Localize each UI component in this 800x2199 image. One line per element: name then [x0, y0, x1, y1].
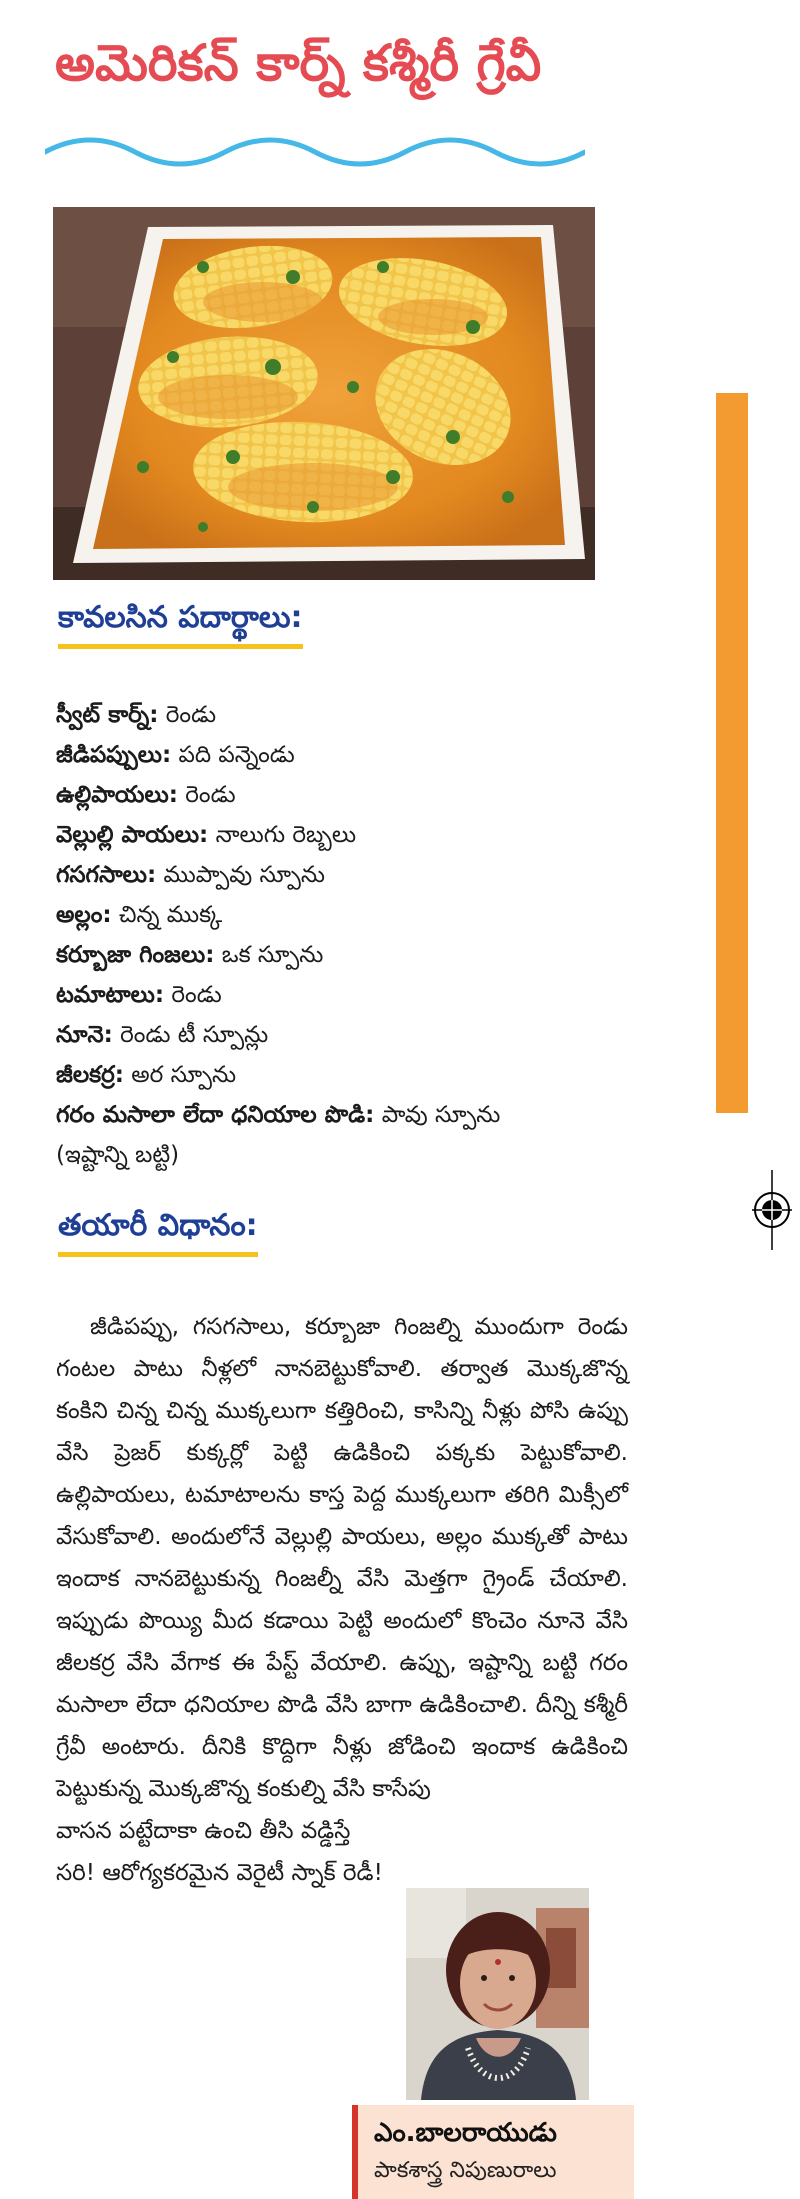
- heading-underline: [58, 1252, 258, 1257]
- article-title: అమెరికన్ కార్న్ కశ్మీరీ గ్రేవీ: [55, 34, 542, 92]
- author-role: పాకశాస్త్ర నిపుణురాలు: [374, 2158, 557, 2183]
- ingredient-item: స్వీట్ కార్న్: రెండు: [56, 702, 217, 728]
- author-credit: [352, 2105, 634, 2199]
- ingredient-item: అల్లం: చిన్న ముక్క: [56, 902, 223, 928]
- ingredient-item: జీలకర్ర: అర స్పూను: [56, 1062, 237, 1088]
- ingredient-item: టమాటాలు: రెండు: [56, 982, 222, 1008]
- method-paragraph: జీడిపప్పు, గసగసాలు, కర్బూజా గింజల్ని ముందుగా రెండు గంటల పాటు నీళ్లలో నానబెట్టుకోవాలి. తర్వాత మొక్కజొన్న కంకిని చిన్న చిన్న ముక్కలుగా కత్తిరించి, కాసిన్ని నీళ్లు పోసి ఉప్పు వేసి ప్రెజర్ కుక్కర్లో పెట్టి ఉడికించి పక్కకు పెట్టుకోవాలి. ఉల్లిపాయలు, టమాటాలను కాస్త పెద్ద ముక్కలుగా తరిగి మిక్సీలో వేసుకోవాలి. అందులోనే వెల్లుల్లి పాయలు, అల్లం ముక్కతో పాటు ఇందాక నానబెట్టుకున్న గింజల్నీ వేసి మెత్తగా గ్రైండ్ చేయాలి. ఇప్పుడు పొయ్యి మీద కడాయి పెట్టి అందులో కొంచెం నూనె వేసి జీలకర్ర వేసి వేగాక ఈ పేస్ట్ వేయాలి. ఉప్పు, ఇష్టాన్ని బట్టి గరం మసాలా లేదా ధనియాల పొడి వేసి బాగా ఉడికించాలి. దీన్ని కశ్మీరీ గ్రేవీ అంటారు. దీనికి కొద్దిగా నీళ్లు జోడించి ఇందాక ఉడికించి పెట్టుకున్న మొక్కజొన్న కంకుల్ని వేసి కాసేపు: [56, 1314, 628, 1802]
- side-accent-bar: [716, 393, 748, 1113]
- ingredient-item: గరం మసాలా లేదా ధనియాల పొడి: పావు స్పూను: [56, 1102, 501, 1128]
- ingredient-item: నూనె: రెండు టీ స్పూన్లు: [56, 1022, 269, 1048]
- author-photo: [406, 1888, 589, 2100]
- dish-photo: [53, 207, 595, 580]
- method-heading: తయారీ విధానం:: [58, 1208, 258, 1257]
- method-ending: వాసన పట్టేదాకా ఉంచి తీసి వడ్డిస్తే సరి! ఆరోగ్యకరమైన వెరైటీ స్నాక్ రెడీ!: [56, 1818, 383, 1886]
- decorative-wave: [45, 128, 585, 178]
- ingredients-heading: కావలసిన పదార్థాలు:: [58, 600, 303, 649]
- author-name: ఎం.బాలరాయుడు: [374, 2118, 557, 2148]
- method-body: [56, 1306, 628, 1894]
- ingredient-note: (ఇష్టాన్ని బట్టి): [56, 1142, 180, 1168]
- heading-underline: [58, 644, 303, 649]
- ingredient-item: వెల్లుల్లి పాయలు: నాలుగు రెబ్బలు: [56, 822, 357, 848]
- ingredient-item: కర్బూజా గింజలు: ఒక స్పూను: [56, 942, 324, 968]
- ingredient-item: జీడిపప్పులు: పది పన్నెండు: [56, 742, 295, 768]
- ingredient-item: ఉల్లిపాయలు: రెండు: [56, 782, 236, 808]
- registration-mark-icon: [750, 1170, 794, 1250]
- ingredient-item: గసగసాలు: ముప్పావు స్పూను: [56, 862, 325, 888]
- ingredients-list: [56, 695, 696, 1175]
